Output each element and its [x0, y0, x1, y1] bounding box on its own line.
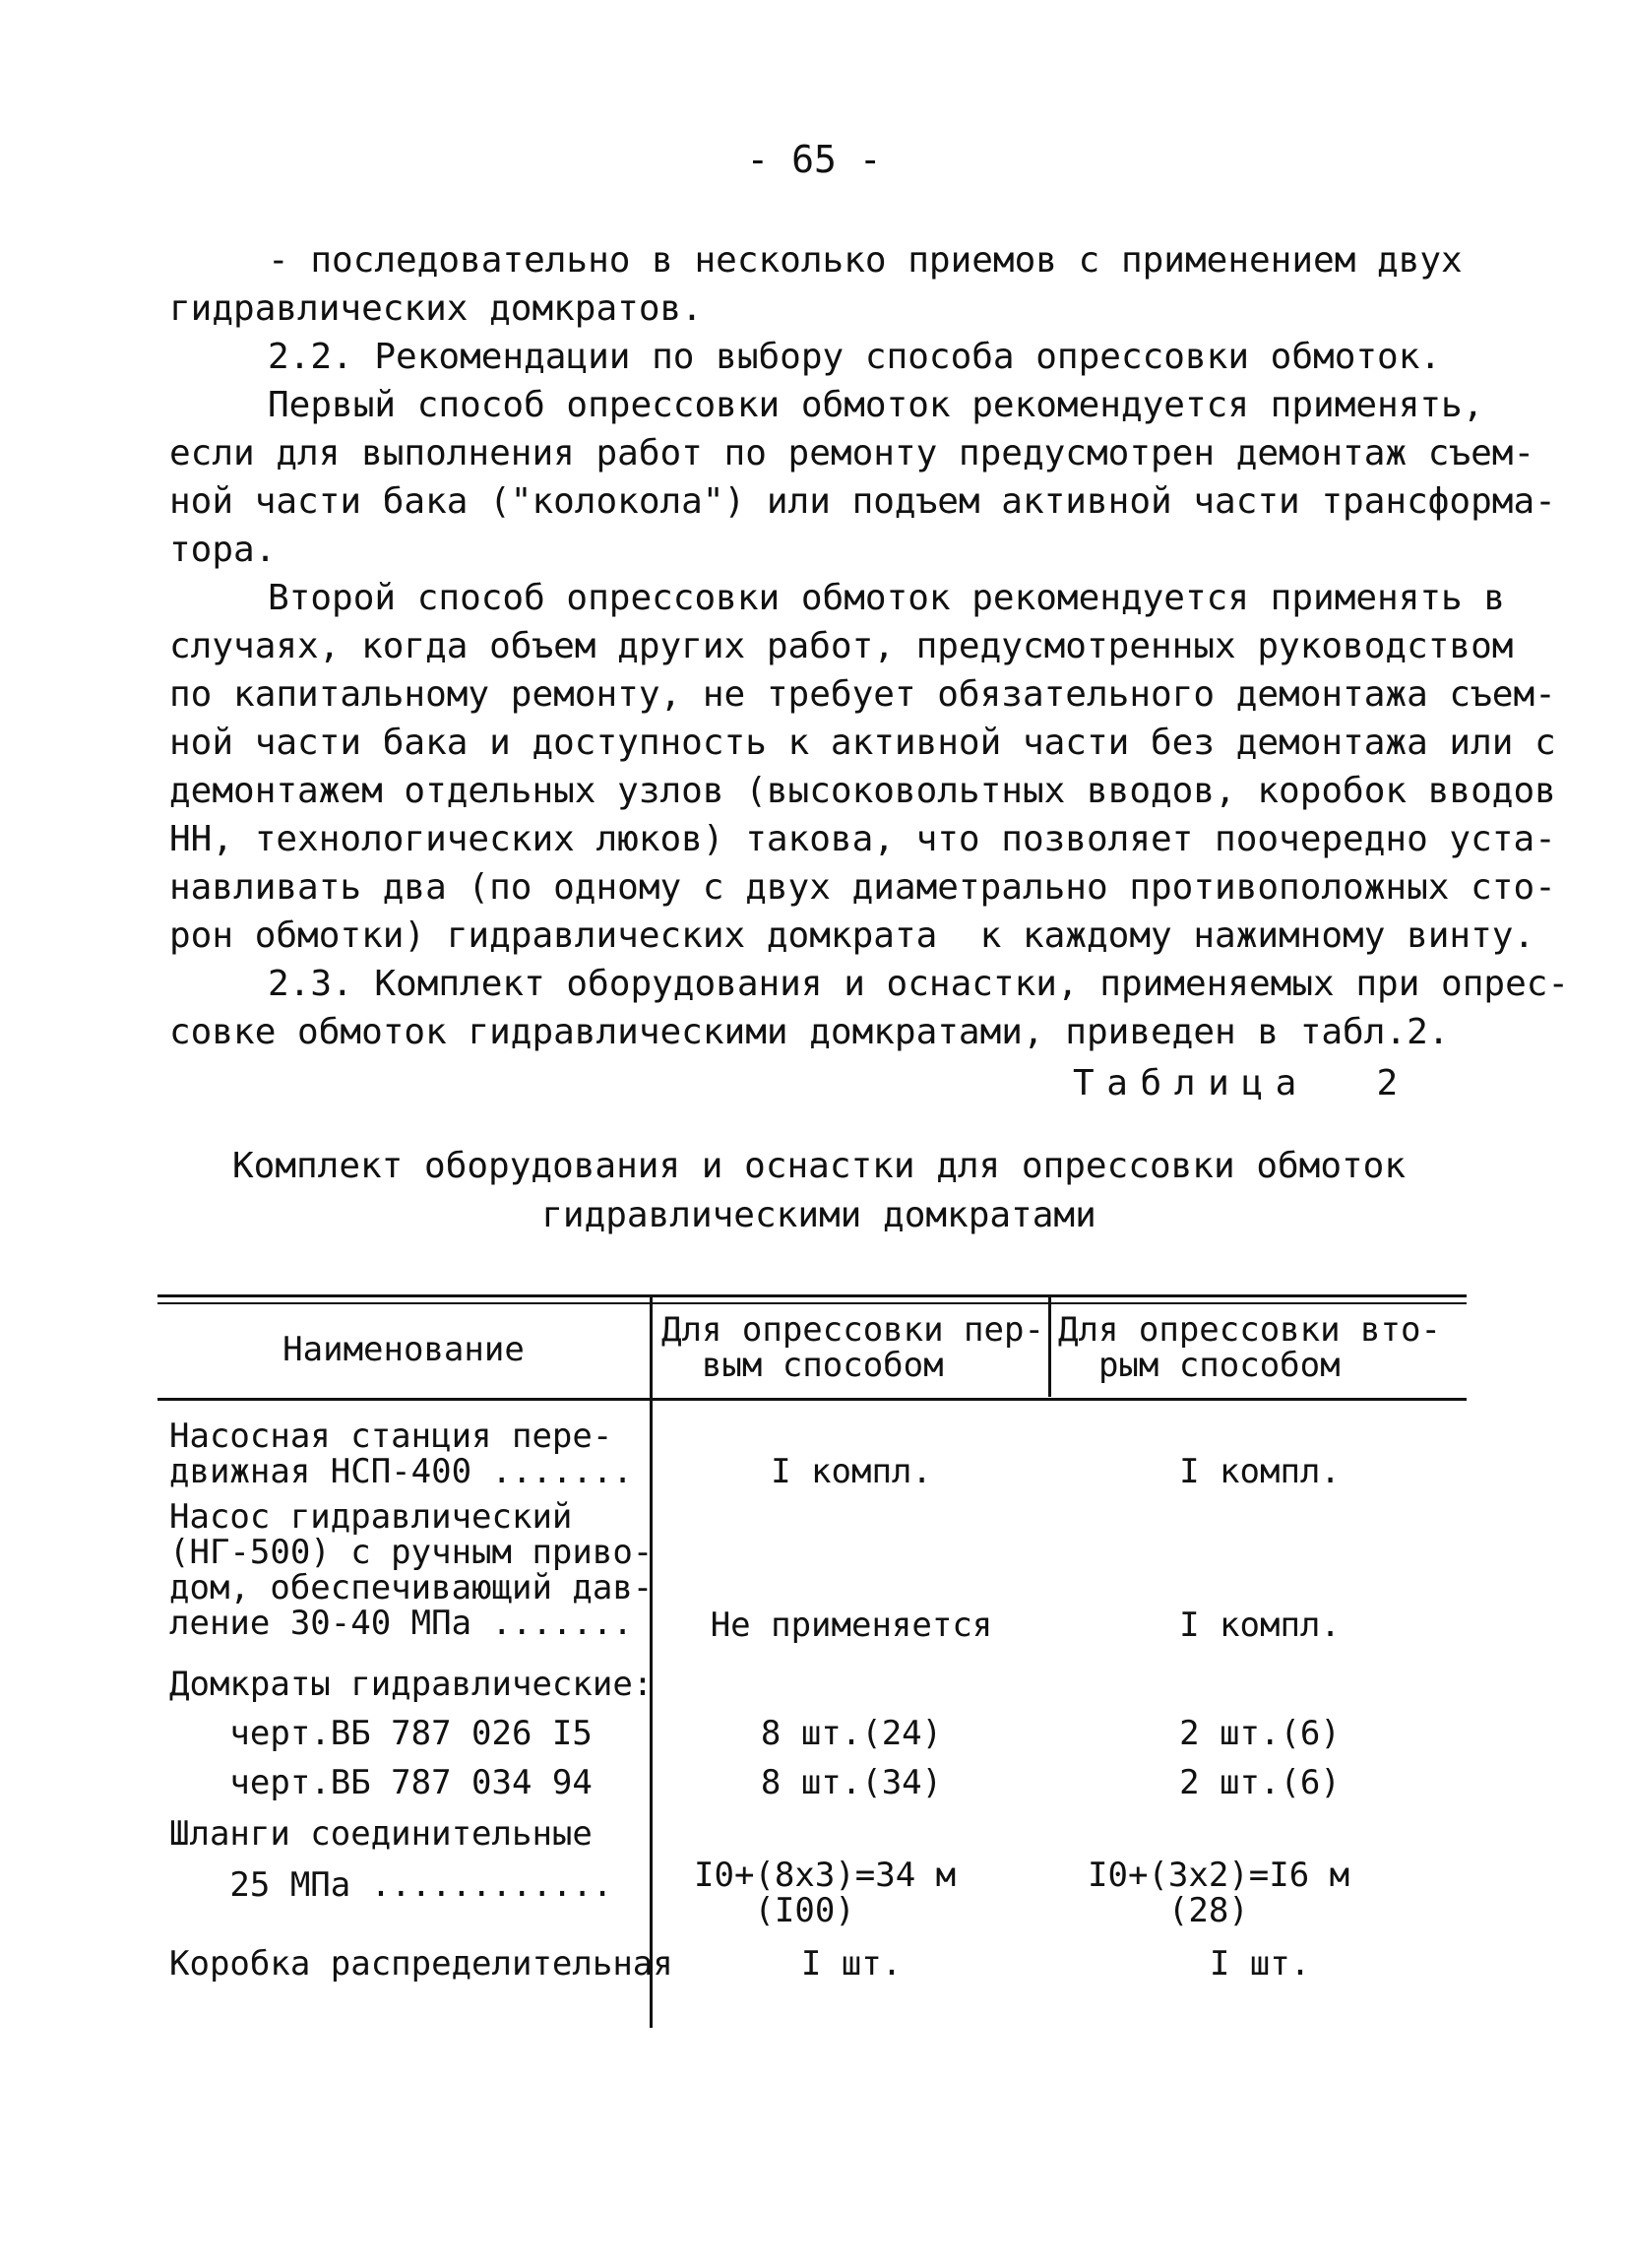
row-name-jack-drawing: черт.ВБ 787 034 94: [169, 1763, 593, 1802]
text-line: совке обмоток гидравлическими домкратами, приведен в табл.2.: [169, 1012, 1450, 1052]
row-name-jack-drawing: черт.ВБ 787 026 I5: [169, 1714, 593, 1753]
text-line: ной части бака и доступность к активной части без демонтажа или с: [169, 723, 1556, 763]
text-line: демонтажем отдельных узлов (высоковольтных вводов, коробок вводов: [169, 771, 1556, 811]
row-second-value: I компл.: [1179, 1452, 1341, 1491]
text-line: рон обмотки) гидравлических домкрата к каждому нажимному винту.: [169, 915, 1535, 956]
row-first-value: 8 шт.(24): [760, 1714, 943, 1753]
table-top-rule: [157, 1294, 1467, 1297]
table-column-divider: [650, 1294, 653, 2028]
row-second-value: I компл.: [1179, 1606, 1341, 1645]
row-second-value: I0+(3х2)=I6 м (28): [1088, 1856, 1350, 1930]
text-line: если для выполнения работ по ремонту предусмотрен демонтаж съем-: [169, 433, 1535, 473]
text-line: тора.: [169, 530, 277, 570]
row-first-value: I компл.: [771, 1452, 932, 1491]
row-second-value: I шт.: [1209, 1944, 1311, 1984]
row-name-hand-pump: Насос гидравлический (НГ-500) с ручным приво- дом, обеспечивающий дав- ление 30-40 МПа .......: [169, 1497, 654, 1643]
row-name-pump-station: Насосная станция пере- движная НСП-400 .......: [169, 1417, 633, 1491]
text-line: НН, технологических люков) такова, что позволяет поочередно уста-: [169, 819, 1556, 859]
row-second-value: 2 шт.(6): [1179, 1714, 1341, 1753]
page-number: - 65 -: [746, 138, 882, 181]
header-name: Наименование: [282, 1330, 525, 1369]
text-line: - последовательно в несколько приемов с применением двух: [268, 240, 1463, 281]
text-line: случаях, когда объем других работ, предусмотренных руководством: [169, 626, 1514, 666]
table-top-rule-inner: [157, 1302, 1467, 1304]
row-name-jacks: Домкраты гидравлические:: [169, 1665, 654, 1704]
text-line: Первый способ опрессовки обмоток рекомендуется применять,: [268, 385, 1484, 425]
text-line: Второй способ опрессовки обмоток рекомендуется применять в: [268, 578, 1506, 618]
section-heading-2-3: 2.3. Комплект оборудования и оснастки, применяемых при опрес-: [268, 964, 1570, 1004]
text-line: по капитальному ремонту, не требует обязательного демонтажа съем-: [169, 674, 1556, 715]
header-second-method: Для опрессовки вто- рым способом: [1058, 1310, 1441, 1385]
row-name-distribution-box: Коробка распределительная: [169, 1944, 673, 1984]
text-line: ной части бака ("колокола") или подъем активной части трансформа-: [169, 481, 1556, 522]
row-first-value: I шт.: [800, 1944, 903, 1984]
equipment-table: [157, 1294, 1467, 2028]
table-caption-line: гидравлическими домкратами: [541, 1195, 1096, 1235]
header-first-method: Для опрессовки пер- вым способом: [661, 1310, 1044, 1385]
text-line: гидравлических домкратов.: [169, 288, 703, 329]
table-header-rule: [157, 1398, 1467, 1401]
section-heading-2-2: 2.2. Рекомендации по выбору способа опрессовки обмоток.: [268, 337, 1442, 377]
row-second-value: 2 шт.(6): [1179, 1763, 1341, 1802]
table-label: Таблица 2: [1073, 1063, 1410, 1103]
row-first-value: Не применяется: [710, 1606, 993, 1645]
row-name-hose-pressure: 25 МПа ............: [169, 1865, 613, 1905]
body-text: [169, 236, 1570, 1056]
table-column-divider: [1048, 1294, 1051, 1397]
table-caption-line: Комплект оборудования и оснастки для опрессовки обмоток: [231, 1146, 1407, 1186]
row-first-value: I0+(8х3)=34 м (I00): [694, 1856, 957, 1930]
row-name-hoses: Шланги соединительные: [169, 1814, 593, 1854]
text-line: навливать два (по одному с двух диаметрально противоположных сто-: [169, 867, 1556, 908]
row-first-value: 8 шт.(34): [760, 1763, 943, 1802]
table-caption: [169, 1142, 1469, 1240]
